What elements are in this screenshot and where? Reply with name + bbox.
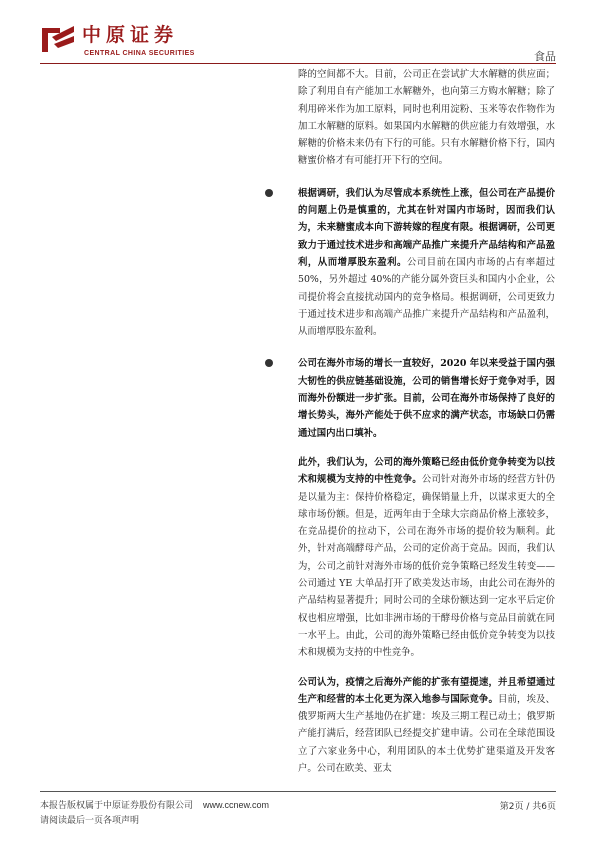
paragraph	[255, 454, 555, 662]
copyright-text: 本报告版权属于中原证券股份有限公司	[40, 801, 194, 811]
report-body	[40, 63, 556, 791]
bullet-paragraph: 公司在海外市场的增长一直较好，2020 年以来受益于国内强大韧性的供应链基础设施，公司的销售增长好于竞争对手，因而海外份额进一步扩张。目前，公司在海外市场保持了良好的增长势头，海外产能处于供不应求的满产状态，市场缺口仍需通过国内出口填补。	[298, 358, 555, 439]
logo-subtitle: CENTRAL CHINA SECURITIES	[84, 50, 195, 57]
bullet-icon	[265, 189, 273, 197]
paragraph-continued: 降的空间都不大。目前，公司正在尝试扩大水解糖的供应面；除了利用自有产能加工水解糖外，也向第三方购水解糖；除了利用碎米作为加工原料，同时也利用淀粉、玉米等农作物作为加工水解糖的原料。如果国内水解糖的供应能力有效增强，水解糖的价格未来仍有下行的可能。只有水解糖价格下行，国内糖蜜价格才有可能打开下行的空间。	[298, 69, 555, 167]
page-number: 第2页 / 共6页	[499, 802, 556, 812]
footer-left	[40, 798, 269, 829]
sidebar-column	[40, 63, 235, 791]
bullet-item	[255, 185, 555, 341]
website-link[interactable]: www.ccnew.com	[203, 800, 270, 810]
body-text: 公司目前在国内市场的占有率超过 50%，另外超过 40%的产能分属外资巨头和国内小企业，公司提价将会直接扰动国内的竞争格局。根据调研，公司更致力于通过技术进步和高端产品推广来提升产品结构和产品盈利，从而增厚股东盈利。	[298, 256, 555, 338]
paragraph	[255, 674, 555, 778]
disclaimer-text: 请阅读最后一页各项声明	[40, 816, 140, 826]
page-header	[0, 0, 596, 66]
bold-lead: 公司认为，疫情之后海外产能的扩张有望提速，并且希望通过生产和经营的本土化更为深入地参与国际竞争。	[298, 676, 555, 705]
footer-divider	[40, 791, 556, 792]
logo-icon	[40, 24, 76, 54]
body-text: 公司针对海外市场的经营方针仍是以量为主：保持价格稳定，确保销量上升，以谋求更大的全球市场份额。但是，近两年由于全球大宗商品价格上涨较多，在竞品提价的拉动下，公司在海外市场的提价较为顺利。此外，针对高端酵母产品，公司的定价高于竞品。因而，我们认为，公司之前针对海外市场的低价竞争策略已经发生转变——公司通过 YE 大单品打开了欧美发达市场，由此公司在海外的产品结构显著提升；同时公司的全球份额达到一定水平后定价权也相应增强，比如非洲市场的干酵母价格与竞品目前就在同一水平上。由此，公司的海外策略已经由低价竞争转变为以技术和规模为支持的中性竞争。	[298, 474, 555, 659]
bullet-icon	[265, 359, 273, 367]
logo-text: 中原证券	[82, 24, 179, 46]
bullet-item	[255, 355, 555, 441]
main-column	[255, 63, 555, 777]
bold-lead: 此外，我们认为，公司的海外策略已经由低价竞争转变为以技术和规模为支持的中性竞争。	[298, 456, 555, 486]
bullet-paragraph	[298, 185, 555, 341]
body-text: 目前，埃及、俄罗斯两大生产基地仍在扩建：埃及三期工程已动土；俄罗斯产能打满后，经营团队已经提交扩建申请。公司在全球范围设立了六家业务中心，利用团队的本土优势扩建渠道及开发客户。公司在欧美、亚太	[298, 693, 555, 774]
bold-lead: 根据调研，我们认为尽管成本系统性上涨，但公司在产品提价的问题上仍是慎重的，尤其在针对国内市场时，因而我们认为，未来糖蜜成本向下游转嫁的程度有限。根据调研，公司更致力于通过技术进步和高端产品推广来提升产品结构和产品盈利，从而增厚股东盈利。	[298, 187, 555, 268]
section-label: 食品	[534, 50, 556, 63]
